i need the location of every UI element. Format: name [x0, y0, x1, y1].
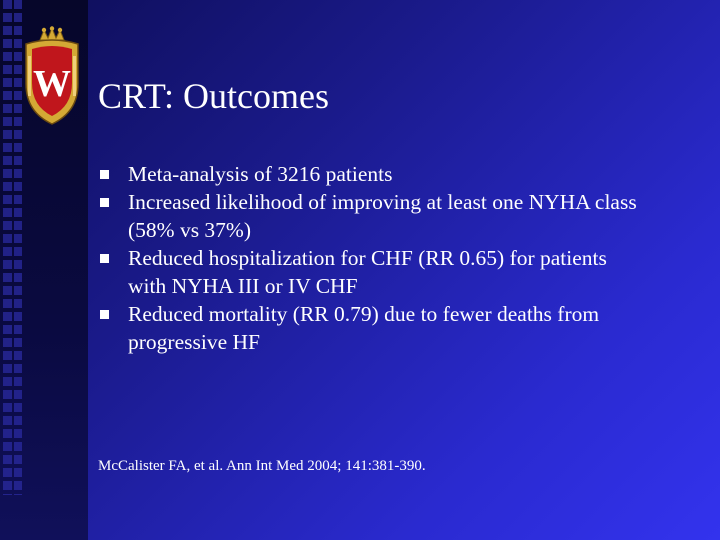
slide-title: CRT: Outcomes — [98, 76, 330, 116]
bullet-line: (58% vs 37%) — [128, 218, 252, 242]
bullet-line: Meta-analysis of 3216 patients — [128, 162, 393, 186]
crest-letter: W — [33, 63, 71, 105]
bullet-list — [98, 160, 708, 356]
bullet-line: Reduced mortality (RR 0.79) due to fewer deaths from — [128, 302, 600, 326]
bullet-item — [98, 300, 708, 356]
bullet-item — [98, 244, 708, 300]
square-bullet-icon — [100, 198, 109, 207]
bullet-item — [98, 160, 708, 188]
square-bullet-icon — [100, 254, 109, 263]
bullet-line: with NYHA III or IV CHF — [128, 274, 358, 298]
university-crest-icon — [20, 26, 84, 128]
bullet-line: progressive HF — [128, 330, 260, 354]
bullet-line: Increased likelihood of improving at least one NYHA class — [128, 190, 637, 214]
citation: McCalister FA, et al. Ann Int Med 2004; 141:381-390. — [98, 458, 426, 474]
bullet-item — [98, 188, 708, 244]
bullet-line: Reduced hospitalization for CHF (RR 0.65) for patients — [128, 246, 607, 270]
square-bullet-icon — [100, 310, 109, 319]
square-bullet-icon — [100, 170, 109, 179]
